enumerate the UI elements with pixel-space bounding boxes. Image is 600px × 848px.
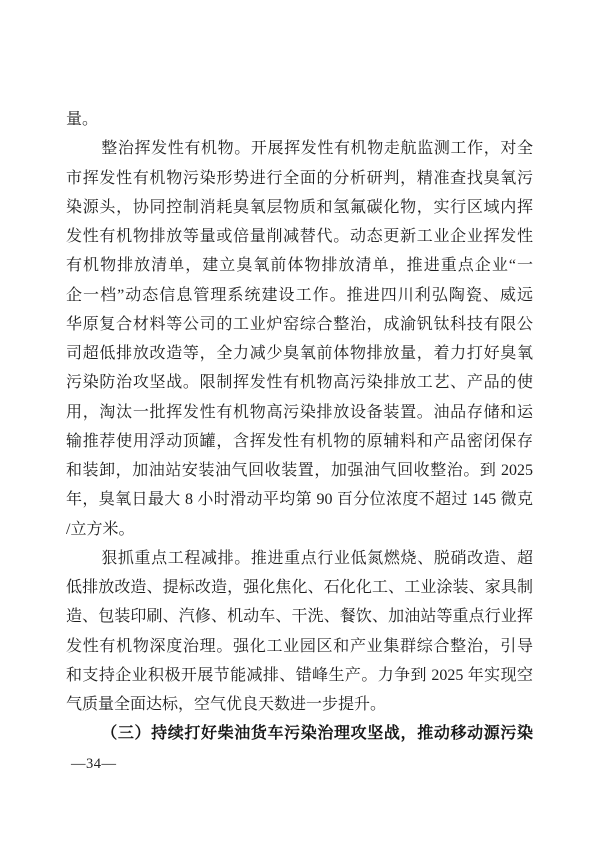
text-line: 染源头，协同控制消耗臭氧层物质和氢氟碳化物，实行区域内挥 — [66, 198, 533, 216]
text-line: 企一档”动态信息管理系统建设工作。推进四川利弘陶瓷、威远 — [66, 286, 533, 304]
text-line: /立方米。 — [66, 520, 135, 538]
page-number: —34— — [71, 756, 117, 772]
text-line: 用，淘汰一批挥发性有机物高污染排放设备装置。油品存储和运 — [66, 403, 533, 421]
text-line: 气质量全面达标，空气优良天数进一步提升。 — [66, 696, 387, 713]
text-line: 和支持企业积极开展节能减排、错峰生产。力争到 2025 年实现空 — [66, 666, 533, 684]
text-line: 输推荐使用浮动顶罐，含挥发性有机物的原辅料和产品密闭保存 — [66, 432, 533, 450]
text-line: 司超低排放改造等，全力减少臭氧前体物排放量，着力打好臭氧 — [66, 345, 533, 362]
text-line: 污染防治攻坚战。限制挥发性有机物高污染排放工艺、产品的使 — [66, 374, 533, 392]
text-line: 量。 — [66, 111, 99, 128]
text-line: 发性有机物深度治理。强化工业园区和产业集群综合整治，引导 — [66, 637, 533, 655]
text-line: 有机物排放清单，建立臭氧前体物排放清单，推进重点企业“一 — [66, 257, 533, 275]
text-line: 狠抓重点工程减排。推进重点行业低氮燃烧、脱硝改造、超 — [101, 549, 533, 567]
text-line: 造、包装印刷、汽修、机动车、干洗、餐饮、加油站等重点行业挥 — [66, 608, 533, 626]
text-line: 市挥发性有机物污染形势进行全面的分析研判，精准查找臭氧污 — [66, 169, 533, 187]
text-line: 发性有机物排放等量或倍量削减替代。动态更新工业企业挥发性 — [66, 228, 533, 245]
text-block — [66, 105, 533, 749]
text-line: 低排放改造、提标改造，强化焦化、石化化工、工业涂装、家具制 — [66, 579, 533, 596]
text-line: 整治挥发性有机物。开展挥发性有机物走航监测工作，对全 — [101, 140, 533, 158]
text-line: 年，臭氧日最大 8 小时滑动平均第 90 百分位浓度不超过 145 微克 — [66, 491, 533, 509]
text-line: 和装卸，加油站安装油气回收装置，加强油气回收整治。到 2025 — [66, 462, 533, 479]
text-line: 华原复合材料等公司的工业炉窑综合整治，成渝钒钛科技有限公 — [66, 315, 533, 333]
section-heading-line: （三）持续打好柴油货车污染治理攻坚战，推动移动源污染 — [101, 725, 533, 743]
